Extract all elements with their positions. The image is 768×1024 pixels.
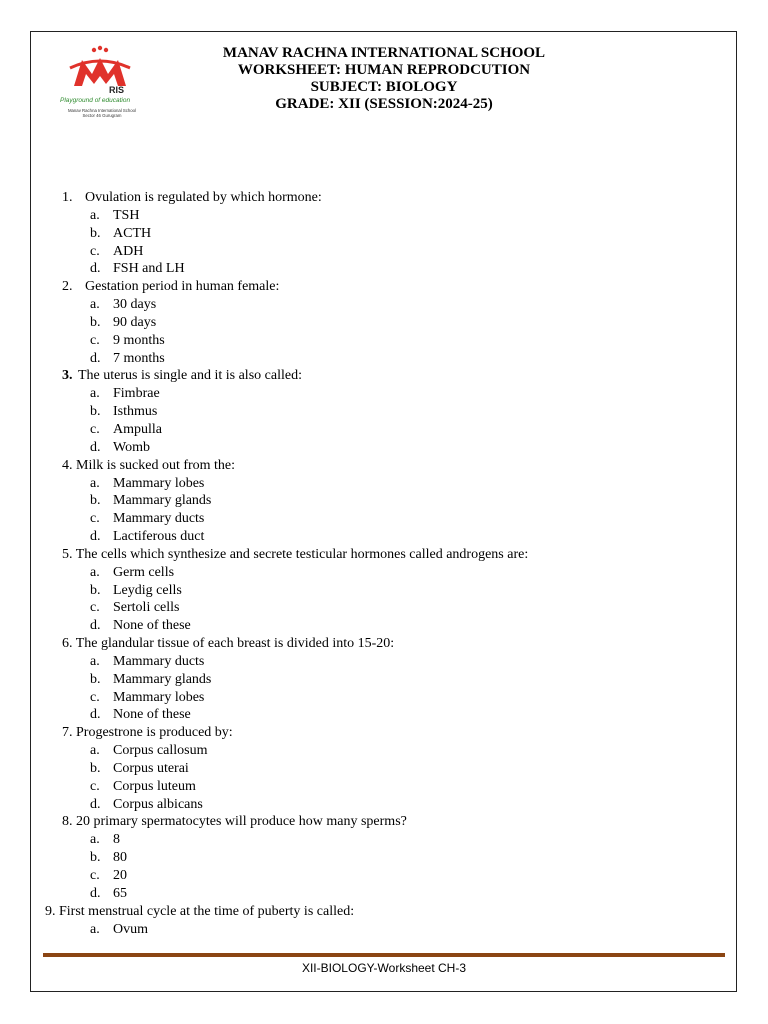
option-letter: c. [90,600,100,616]
option-text: TSH [113,208,140,223]
option-text: Ovum [113,921,148,937]
option-text: Corpus luteum [113,778,196,794]
question-8 [0,813,768,831]
option-a [0,385,768,403]
option-letter: d. [90,885,101,901]
option-letter: d. [90,707,101,723]
option-letter: a. [90,475,100,491]
question-2 [0,278,768,296]
option-letter: d. [90,350,101,366]
option-b [0,492,768,510]
option-c [0,778,768,796]
option-d [0,528,768,546]
subject-line: SUBJECT: BIOLOGY [310,79,458,95]
option-text: FSH and LH [113,261,185,277]
option-c [0,510,768,528]
logo-school-line1: Manav Rachna International School [67,108,137,113]
question-text [62,724,233,742]
option-text: Corpus albicans [113,796,203,812]
question-text [62,546,528,564]
option-d [0,706,768,724]
question-body: The glandular tissue of each breast is divided into 15-20: [75,635,395,651]
option-b [0,671,768,689]
school-name: MANAV RACHNA INTERNATIONAL SCHOOL [222,45,546,61]
option-letter: c. [90,867,100,883]
option-letter: b. [90,760,101,776]
question-body: Progestrone is produced by: [76,725,233,741]
option-letter: c. [90,511,100,527]
question-6 [0,635,768,653]
question-body: The cells which synthesize and secrete testicular hormones called androgens are: [75,546,529,562]
option-letter: b. [90,850,101,866]
question-number: 6. [62,635,73,651]
footer-divider [43,953,725,957]
option-letter: b. [90,225,101,241]
option-letter: a. [90,208,100,223]
option-b [0,760,768,778]
question-list [0,189,768,938]
option-a [0,296,768,314]
option-d [0,617,768,635]
option-a [0,653,768,671]
option-a [0,831,768,849]
option-letter: a. [90,832,100,848]
option-letter: b. [90,314,101,330]
option-text: 8 [113,832,120,848]
option-c [0,867,768,885]
option-letter: b. [90,493,101,509]
option-text: Mammary lobes [113,689,205,705]
option-c [0,689,768,707]
option-a [0,921,768,939]
option-c [0,421,768,439]
option-d [0,350,768,368]
option-text: Corpus uterai [113,760,189,776]
option-letter: d. [90,528,101,544]
question-number: 3. [62,368,73,384]
option-b [0,314,768,332]
option-text: None of these [113,707,191,723]
option-letter: a. [90,921,100,937]
option-letter: c. [90,332,100,348]
option-text: Mammary glands [113,493,212,509]
option-text: None of these [113,618,191,634]
question-9 [0,903,768,921]
option-d [0,260,768,278]
option-text: Mammary lobes [113,475,205,491]
option-text: Womb [113,439,150,455]
option-text: Germ cells [113,564,175,580]
logo-tagline: Playground of education [60,97,131,104]
option-letter: b. [90,582,101,598]
question-body: First menstrual cycle at the time of puberty is called: [59,903,355,919]
option-text: Sertoli cells [113,600,180,616]
option-a [0,475,768,493]
option-letter: b. [90,404,101,420]
worksheet-title: WORKSHEET: HUMAN REPRODCUTION [237,62,531,78]
logo-school-name [62,108,142,118]
option-text: Corpus callosum [113,743,208,759]
question-number: 1. [62,190,73,205]
logo-school-line2: Sector 46 Gurugram [82,113,122,118]
option-d [0,796,768,814]
option-c [0,599,768,617]
grade-line: GRADE: XII (SESSION:2024-25) [275,96,493,112]
option-text: Fimbrae [113,386,160,402]
question-text: Gestation period in human female: [85,279,280,295]
option-letter: c. [90,243,100,259]
option-letter: d. [90,618,101,634]
question-text [62,813,407,831]
footer-text: XII-BIOLOGY-Worksheet CH-3 [301,961,467,975]
question-3 [0,367,768,385]
option-text: 90 days [113,314,157,330]
question-text: Ovulation is regulated by which hormone: [85,190,322,205]
option-text: 65 [113,885,127,901]
question-1 [0,189,768,207]
option-letter: d. [90,261,101,277]
worksheet-header [150,45,618,113]
option-text: 20 [113,867,127,883]
option-letter: a. [90,564,100,580]
option-b [0,849,768,867]
option-letter: c. [90,421,100,437]
option-b [0,582,768,600]
option-letter: c. [90,778,100,794]
option-b [0,225,768,243]
option-a [0,742,768,760]
option-text: ADH [113,243,144,259]
option-letter: b. [90,671,101,687]
option-text: Isthmus [113,404,158,420]
option-text: Mammary glands [113,671,212,687]
option-a [0,207,768,225]
option-letter: a. [90,297,100,313]
question-4 [0,457,768,475]
question-text [45,903,354,921]
option-letter: d. [90,439,101,455]
option-text: Mammary ducts [113,511,205,527]
option-text: Lactiferous duct [113,528,205,544]
question-number: 9. [45,903,56,919]
option-text: Ampulla [113,421,162,437]
option-letter: a. [90,743,100,759]
option-b [0,403,768,421]
question-number: 4. [62,457,73,473]
question-text [62,457,235,475]
question-7 [0,724,768,742]
option-text: 7 months [113,350,165,366]
option-c [0,332,768,350]
option-text: 30 days [113,297,157,313]
question-number: 2. [62,279,73,295]
option-letter: d. [90,796,101,812]
question-5 [0,546,768,564]
option-text: 9 months [113,332,165,348]
option-text: 80 [113,850,127,866]
option-letter: a. [90,653,100,669]
option-text: Mammary ducts [113,653,205,669]
question-text [62,635,394,653]
option-text: Leydig cells [113,582,182,598]
question-body: Milk is sucked out from the: [76,457,236,473]
option-c [0,243,768,261]
option-a [0,564,768,582]
question-number: 5. [62,546,73,562]
question-number: 7. [62,725,73,741]
option-d [0,885,768,903]
question-body: 20 primary spermatocytes will produce how many sperms? [76,814,407,830]
question-text: The uterus is single and it is also called: [78,368,302,384]
option-letter: a. [90,386,100,402]
option-letter: c. [90,689,100,705]
question-number: 8. [62,814,73,830]
logo-letters: RIS [109,85,125,95]
option-d [0,439,768,457]
option-text: ACTH [113,225,152,241]
school-logo [60,44,142,124]
logo-emblem-icon [60,44,142,100]
